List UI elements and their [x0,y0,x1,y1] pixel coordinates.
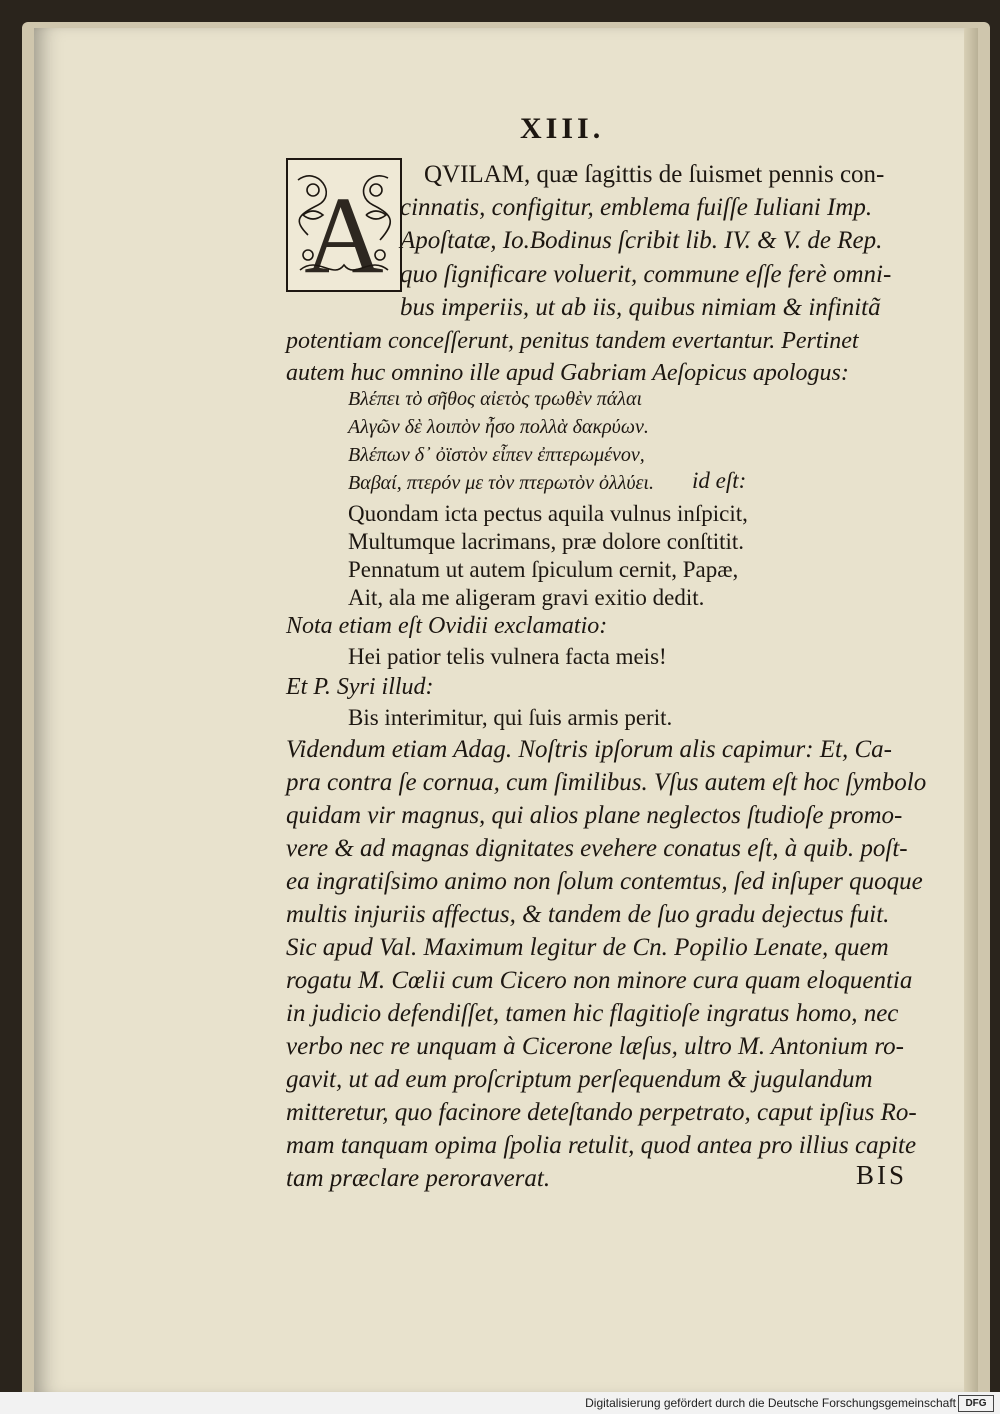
nota-line: Nota etiam eſt Ovidii exclamatio: [286,613,608,639]
greek-verse-line: Βλέπει τὸ σῆθος αἰετὸς τρωθὲν πάλαι [348,388,643,410]
text-line: ea ingratiſsimo animo non ſolum contemtus, ſed inſuper quoque [286,868,923,895]
latin-verse-line: Ait, ala me aligeram gravi exitio dedit. [348,585,705,610]
text-line: gavit, ut ad eum proſcriptum perſequendum & jugulandum [286,1066,873,1093]
decorated-initial [286,158,402,292]
latin-verse-line: Pennatum ut autem ſpiculum cernit, Papæ, [348,557,739,582]
ornament-icon [288,160,400,290]
dfg-logo: DFG [958,1395,994,1412]
text-line: multis injuriis affectus, & tandem de ſuo gradu dejectus fuit. [286,901,890,928]
text-line: autem huc omnino ille apud Gabriam Aeſopicus apologus: [286,360,849,386]
text-line: vere & ad magnas dignitates evehere conatus eſt, à quib. poſt- [286,835,908,862]
latin-verse-line: Multumque lacrimans, præ dolore conſtitit. [348,529,745,554]
latin-verse-line: Quondam icta pectus aquila vulnus inſpicit, [348,501,748,526]
page-heading: XIII. [520,112,605,145]
text-line: mam tanquam opima ſpolia retulit, quod antea pro illius capite [286,1132,917,1159]
text-line: Videndum etiam Adag. Noſtris ipſorum alis capimur: Et, Ca- [286,736,893,763]
page-fold [964,28,978,1394]
ovid-quote: Hei patior telis vulnera facta meis! [348,644,667,669]
text-line: rogatu M. Cœlii cum Cicero non minore cura quam eloquentia [286,967,913,994]
id-est-label: id eſt: [692,468,747,493]
text-line: in judicio defendiſſet, tamen hic flagitioſe ingratus homo, nec [286,1000,899,1027]
greek-verse-line: Βλέπων δ᾽ ὀϊστὸν εἶπεν ἐπτερωμένον, [348,444,645,466]
text-line: mitteretur, quo facinore deteſtando perpetrato, caput ipſius Ro- [286,1099,917,1126]
text-line: pra contra ſe cornua, cum ſimilibus. Vſus autem eſt hoc ſymbolo [286,769,927,796]
footer-bar [0,1392,1000,1414]
text-line: tam præclare peroraverat. [286,1165,551,1192]
text-line: quo ſignificare voluerit, commune eſſe ferè omni- [400,261,892,288]
drop-cap-letter: A [304,174,384,290]
text-line: Apoſtatæ, Io.Bodinus ſcribit lib. IV. & V. de Rep. [400,227,883,254]
text-line: QVILAM, quæ ſagittis de ſuismet pennis con- [424,161,885,188]
syrus-quote: Bis interimitur, qui ſuis armis perit. [348,705,673,730]
text-line: verbo nec re unquam à Cicerone læſus, ultro M. Antonium ro- [286,1033,904,1060]
catchword: BIS [856,1160,908,1190]
funding-note: Digitalisierung gefördert durch die Deutsche Forschungsgemeinschaft [585,1396,956,1410]
text-line: potentiam conceſſerunt, penitus tandem evertantur. Pertinet [286,328,859,354]
greek-verse-line: Βαβαί, πτερόν με τὸν πτερωτὸν ὀλλύει. [348,472,654,494]
syrus-intro: Et P. Syri illud: [286,674,434,700]
text-line: cinnatis, configitur, emblema fuiſſe Iuliani Imp. [400,194,873,221]
text-line: quidam vir magnus, qui alios plane neglectos ſtudioſe promo- [286,802,903,829]
text-line: bus imperiis, ut ab iis, quibus nimiam & infinitã [400,294,881,321]
text-line: Sic apud Val. Maximum legitur de Cn. Popilio Lenate, quem [286,934,889,961]
greek-verse-line: Αλγῶν δὲ λοιπὸν ἦσο πολλὰ δακρύων. [348,416,649,438]
